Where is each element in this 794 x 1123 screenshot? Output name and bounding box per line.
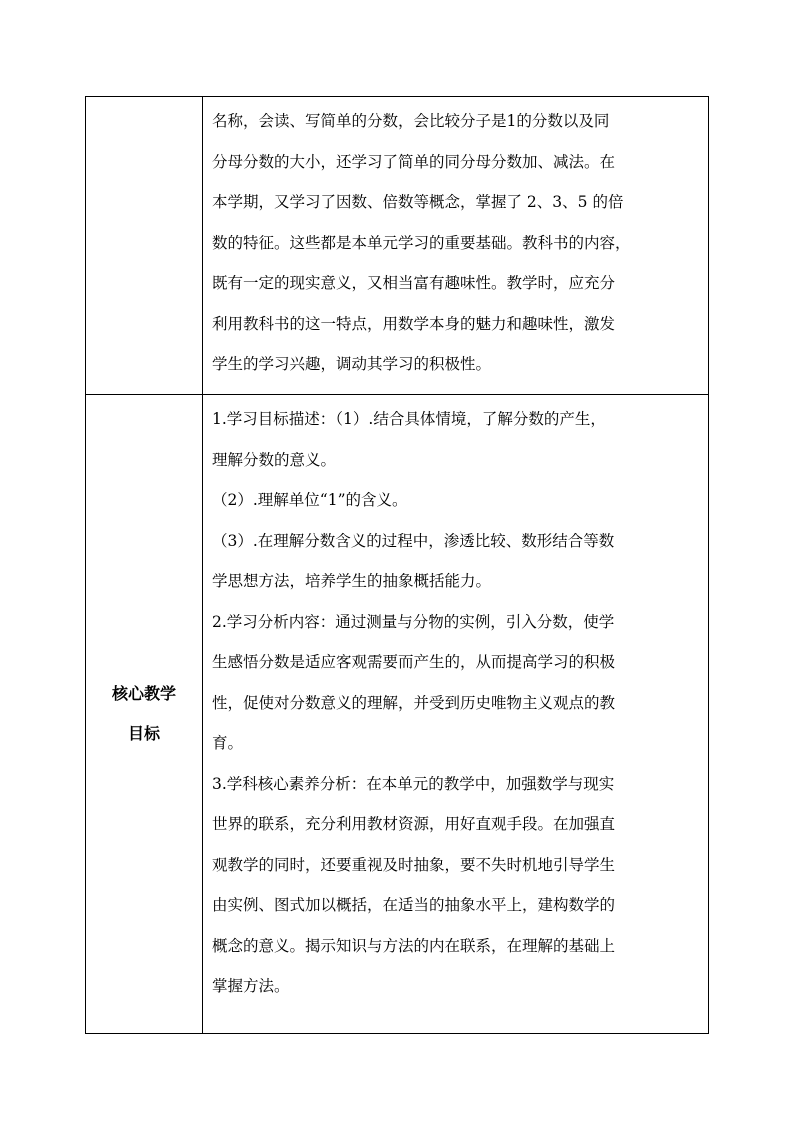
text-line: 概念的意义。揭示知识与方法的内在联系，在理解的基础上 <box>212 936 616 955</box>
text-line: （2）.理解单位“1”的含义。 <box>212 491 408 509</box>
unit-background-text <box>203 97 709 395</box>
text-line: 3.学科核心素养分析：在本单元的教学中，加强数学与现实 <box>212 774 615 793</box>
row-label-core-teaching-goals <box>86 395 203 1034</box>
text-line: 既有一定的现实意义，又相当富有趣味性。教学时，应充分 <box>212 274 616 292</box>
text-line: 理解分数的意义。 <box>212 450 337 469</box>
text-line: 利用教科书的这一特点，用数学本身的魅力和趣味性，激发 <box>212 314 616 333</box>
lesson-plan-table <box>85 96 709 1034</box>
text-line: 2.学习分析内容：通过测量与分物的实例，引入分数，使学 <box>212 612 615 631</box>
text-line: （3）.在理解分数含义的过程中，渗透比较、数形结合等数 <box>212 531 615 550</box>
text-line: 育。 <box>212 734 244 752</box>
core-teaching-goals-text <box>203 395 709 1034</box>
text-line: 生感悟分数是适应客观需要而产生的，从而提高学习的积极 <box>212 653 616 671</box>
text-line: 数的特征。这些都是本单元学习的重要基础。教科书的内容， <box>212 233 631 252</box>
table-row-unit-background <box>86 97 709 395</box>
text-line: 由实例、图式加以概括，在适当的抽象水平上，建构数学的 <box>212 896 616 914</box>
table-row-core-teaching-goals <box>86 395 709 1034</box>
text-line: 名称，会读、写简单的分数，会比较分子是1的分数以及同 <box>212 112 610 130</box>
text-line: 性，促使对分数意义的理解，并受到历史唯物主义观点的教 <box>212 693 616 712</box>
text-line: 学思想方法，培养学生的抽象概括能力。 <box>212 572 492 590</box>
text-line: 分母分数的大小，还学习了简单的同分母分数加、减法。在 <box>212 152 616 171</box>
text-line: 1.学习目标描述：（1）.结合具体情境，了解分数的产生， <box>212 410 606 428</box>
row-label-line: 核心教学 <box>111 684 176 703</box>
text-line: 观教学的同时，还要重视及时抽象，要不失时机地引导学生 <box>212 855 616 874</box>
row-label-empty <box>86 97 203 395</box>
text-line: 学生的学习兴趣，调动其学习的积极性。 <box>212 355 492 373</box>
text-line: 掌握方法。 <box>212 977 290 995</box>
text-line: 世界的联系，充分利用教材资源，用好直观手段。在加强直 <box>212 815 616 833</box>
row-label-line: 目标 <box>127 724 160 743</box>
text-line: 本学期，又学习了因数、倍数等概念，掌握了 2、3、5 的倍 <box>212 193 624 211</box>
